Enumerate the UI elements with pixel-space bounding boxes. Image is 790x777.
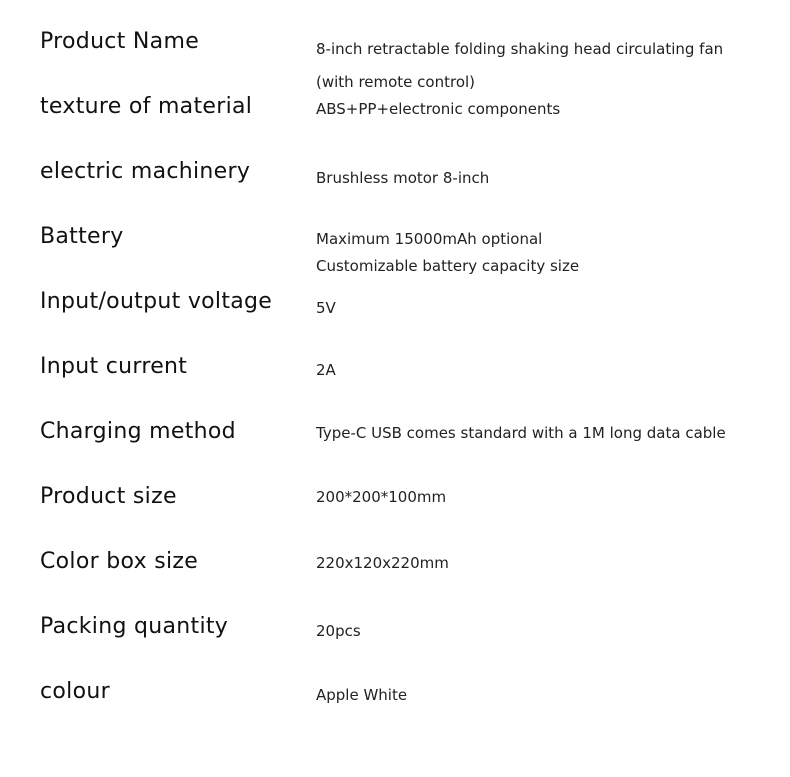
spec-value-input-output-voltage: 5V	[316, 299, 336, 317]
spec-value-line: Maximum 15000mAh optional	[316, 230, 543, 248]
spec-value-colour: Apple White	[316, 686, 408, 704]
spec-value-texture-of-material: ABS+PP+electronic components	[316, 100, 561, 118]
spec-label-product-name: Product Name	[40, 29, 200, 54]
spec-value-line: (with remote control)	[316, 73, 476, 91]
spec-label-color-box-size: Color box size	[40, 549, 199, 574]
spec-label-colour: colour	[40, 679, 110, 704]
spec-label-product-size: Product size	[40, 484, 177, 509]
spec-label-packing-quantity: Packing quantity	[40, 614, 229, 639]
spec-label-battery: Battery	[40, 224, 124, 249]
spec-value-battery	[316, 226, 579, 280]
spec-value-color-box-size: 220x120x220mm	[316, 554, 449, 572]
spec-value-electric-machinery: Brushless motor 8-inch	[316, 169, 490, 187]
spec-label-charging-method: Charging method	[40, 419, 236, 444]
spec-value-line: 8-inch retractable folding shaking head circulating fan	[316, 40, 724, 58]
spec-value-charging-method: Type-C USB comes standard with a 1M long data cable	[316, 424, 726, 442]
spec-label-electric-machinery: electric machinery	[40, 159, 251, 184]
spec-value-product-size: 200*200*100mm	[316, 488, 447, 506]
spec-label-input-current: Input current	[40, 354, 188, 379]
spec-value-packing-quantity: 20pcs	[316, 622, 361, 640]
spec-value-line: Customizable battery capacity size	[316, 257, 580, 275]
spec-value-input-current: 2A	[316, 361, 336, 379]
spec-value-product-name	[316, 33, 723, 99]
spec-label-input-output-voltage: Input/output voltage	[40, 289, 273, 314]
spec-label-texture-of-material: texture of material	[40, 94, 253, 119]
